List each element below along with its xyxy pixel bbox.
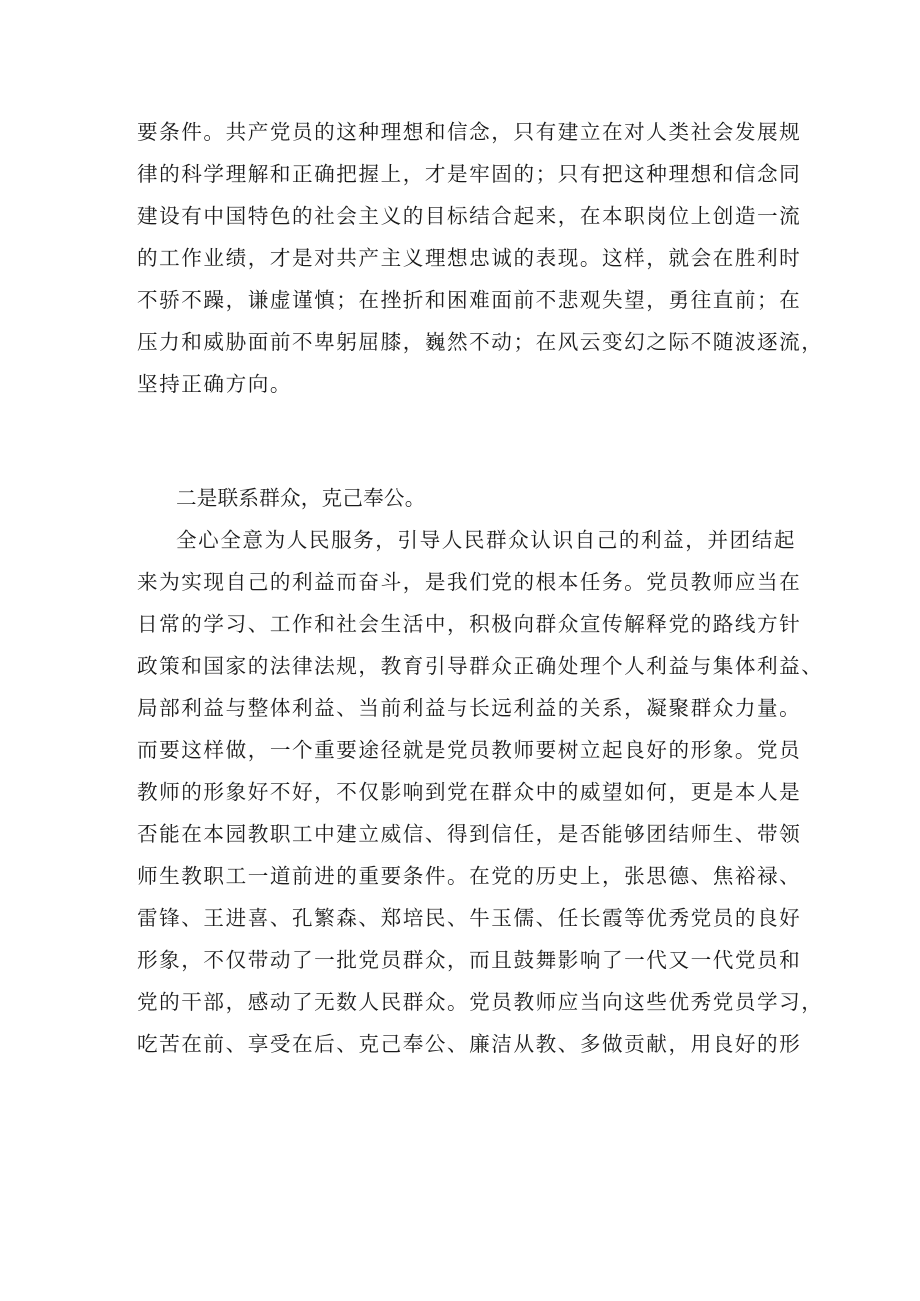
text-line: 压力和威胁面前不卑躬屈膝，巍然不动；在风云变幻之际不随波逐流， bbox=[137, 330, 824, 354]
text-line: 而要这样做，一个重要途径就是党员教师要树立起良好的形象。党员 bbox=[137, 738, 802, 762]
text-line: 不骄不躁，谦虚谨慎；在挫折和困难面前不悲观失望，勇往直前；在 bbox=[137, 288, 802, 312]
text-line: 吃苦在前、享受在后、克己奉公、廉洁从教、多做贡献，用良好的形 bbox=[137, 1032, 802, 1056]
text-line: 坚持正确方向。 bbox=[137, 372, 293, 396]
text-line: 教师的形象好不好，不仅影响到党在群众中的威望如何，更是本人是 bbox=[137, 780, 802, 804]
text-line: 党的干部，感动了无数人民群众。党员教师应当向这些优秀党员学习， bbox=[137, 990, 824, 1014]
text-line: 师生教职工一道前进的重要条件。在党的历史上，张思德、焦裕禄、 bbox=[137, 864, 802, 888]
text-line: 局部利益与整体利益、当前利益与长远利益的关系，凝聚群众力量。 bbox=[137, 696, 802, 720]
text-line: 建设有中国特色的社会主义的目标结合起来，在本职岗位上创造一流 bbox=[137, 204, 802, 228]
text-line: 来为实现自己的利益而奋斗，是我们党的根本任务。党员教师应当在 bbox=[137, 570, 802, 594]
text-line: 的工作业绩，才是对共产主义理想忠诚的表现。这样，就会在胜利时 bbox=[137, 246, 802, 270]
text-line: 律的科学理解和正确把握上，才是牢固的；只有把这种理想和信念同 bbox=[137, 162, 802, 186]
section-heading: 二是联系群众，克己奉公。 bbox=[176, 486, 426, 510]
text-line: 形象，不仅带动了一批党员群众，而且鼓舞影响了一代又一代党员和 bbox=[137, 948, 802, 972]
text-line: 日常的学习、工作和社会生活中，积极向群众宣传解释党的路线方针 bbox=[137, 612, 802, 636]
text-line: 否能在本园教职工中建立威信、得到信任，是否能够团结师生、带领 bbox=[137, 822, 802, 846]
text-line: 雷锋、王进喜、孔繁森、郑培民、牛玉儒、任长霞等优秀党员的良好 bbox=[137, 906, 802, 930]
text-line: 政策和国家的法律法规，教育引导群众正确处理个人利益与集体利益、 bbox=[137, 654, 824, 678]
text-line: 全心全意为人民服务，引导人民群众认识自己的利益，并团结起 bbox=[176, 528, 797, 552]
text-line: 要条件。共产党员的这种理想和信念，只有建立在对人类社会发展规 bbox=[137, 120, 802, 144]
